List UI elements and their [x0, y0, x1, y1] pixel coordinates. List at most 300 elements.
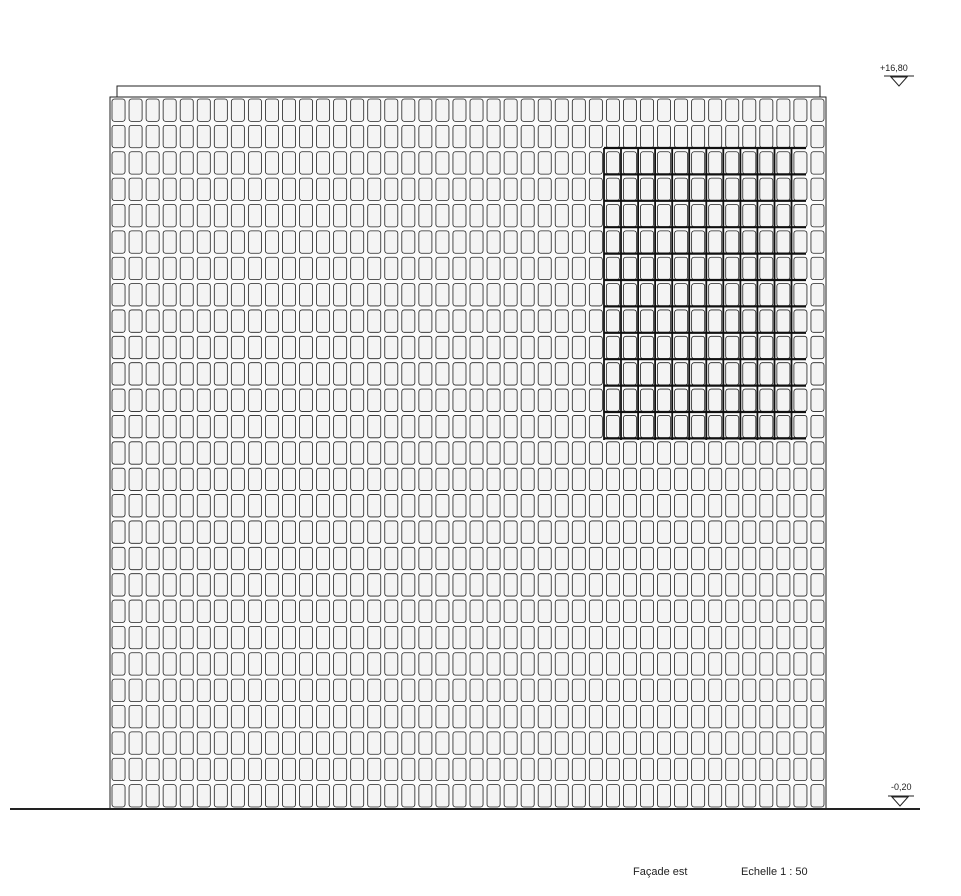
facade-panel: [112, 679, 125, 701]
facade-panel: [300, 574, 313, 596]
facade-panel: [606, 547, 619, 569]
facade-panel: [248, 653, 261, 675]
facade-panel: [334, 547, 347, 569]
facade-panel: [112, 442, 125, 464]
facade-panel: [640, 468, 653, 490]
top-level-label: +16,80: [880, 63, 908, 73]
facade-panel: [385, 257, 398, 279]
facade-panel: [811, 574, 824, 596]
facade-panel: [180, 679, 193, 701]
facade-panel: [777, 574, 790, 596]
facade-panel: [538, 231, 551, 253]
facade-panel: [453, 732, 466, 754]
facade-panel: [794, 363, 807, 385]
facade-panel: [419, 679, 432, 701]
facade-panel: [521, 679, 534, 701]
facade-panel: [197, 336, 210, 358]
facade-panel: [606, 521, 619, 543]
facade-panel: [334, 284, 347, 306]
facade-panel: [692, 363, 705, 385]
facade-panel: [248, 706, 261, 728]
facade-panel: [726, 442, 739, 464]
facade-panel: [675, 152, 688, 174]
facade-panel: [658, 785, 671, 807]
facade-panel: [112, 626, 125, 648]
facade-panel: [658, 389, 671, 411]
facade-panel: [419, 547, 432, 569]
facade-panel: [623, 284, 636, 306]
facade-panel: [436, 389, 449, 411]
facade-panel: [487, 653, 500, 675]
facade-panel: [658, 521, 671, 543]
facade-panel: [572, 706, 585, 728]
facade-panel: [555, 574, 568, 596]
facade-panel: [504, 653, 517, 675]
facade-panel: [726, 99, 739, 121]
facade-panel: [606, 442, 619, 464]
facade-panel: [436, 600, 449, 622]
facade-panel: [623, 732, 636, 754]
facade-panel: [760, 336, 773, 358]
facade-panel: [572, 521, 585, 543]
facade-panel: [146, 706, 159, 728]
facade-panel: [709, 600, 722, 622]
facade-panel: [760, 125, 773, 147]
facade-panel: [504, 468, 517, 490]
facade-panel: [197, 231, 210, 253]
facade-panel: [692, 758, 705, 780]
facade-panel: [623, 679, 636, 701]
facade-panel: [112, 363, 125, 385]
facade-panel: [214, 336, 227, 358]
facade-panel: [572, 679, 585, 701]
facade-panel: [248, 231, 261, 253]
facade-panel: [436, 785, 449, 807]
facade-panel: [487, 152, 500, 174]
facade-panel: [317, 204, 330, 226]
facade-panel: [334, 389, 347, 411]
facade-panel: [675, 257, 688, 279]
facade-panel: [504, 600, 517, 622]
facade-panel: [436, 574, 449, 596]
facade-panel: [368, 284, 381, 306]
facade-panel: [726, 284, 739, 306]
facade-panel: [129, 679, 142, 701]
facade-panel: [402, 521, 415, 543]
facade-panel: [760, 204, 773, 226]
facade-panel: [572, 99, 585, 121]
facade-panel: [112, 785, 125, 807]
facade-panel: [675, 336, 688, 358]
facade-panel: [709, 468, 722, 490]
facade-panel: [726, 653, 739, 675]
facade-panel: [743, 125, 756, 147]
facade-panel: [504, 99, 517, 121]
facade-panel: [282, 152, 295, 174]
facade-panel: [538, 495, 551, 517]
facade-panel: [351, 547, 364, 569]
facade-panel: [282, 363, 295, 385]
facade-panel: [214, 125, 227, 147]
facade-panel: [368, 152, 381, 174]
facade-panel: [436, 626, 449, 648]
facade-panel: [709, 310, 722, 332]
facade-panel: [180, 336, 193, 358]
facade-panel: [555, 231, 568, 253]
facade-panel: [572, 389, 585, 411]
facade-panel: [300, 679, 313, 701]
facade-panel: [317, 495, 330, 517]
facade-panel: [265, 732, 278, 754]
facade-panel: [419, 363, 432, 385]
facade-panel: [385, 758, 398, 780]
facade-panel: [436, 257, 449, 279]
facade-panel: [709, 204, 722, 226]
facade-panel: [368, 363, 381, 385]
facade-panel: [606, 336, 619, 358]
facade-panel: [265, 231, 278, 253]
facade-panel: [640, 204, 653, 226]
facade-panel: [112, 758, 125, 780]
facade-panel: [760, 495, 773, 517]
facade-panel: [692, 653, 705, 675]
facade-panel: [197, 653, 210, 675]
facade-panel: [368, 732, 381, 754]
facade-panel: [692, 468, 705, 490]
facade-panel: [180, 547, 193, 569]
facade-panel: [709, 363, 722, 385]
facade-panel: [231, 310, 244, 332]
facade-panel: [675, 178, 688, 200]
facade-panel: [658, 336, 671, 358]
facade-panel: [180, 257, 193, 279]
facade-panel: [453, 284, 466, 306]
facade-panel: [300, 495, 313, 517]
facade-panel: [282, 125, 295, 147]
facade-panel: [419, 99, 432, 121]
facade-panel: [640, 125, 653, 147]
facade-panel: [300, 442, 313, 464]
facade-panel: [623, 99, 636, 121]
facade-panel: [743, 758, 756, 780]
facade-panel: [282, 468, 295, 490]
facade-panel: [334, 758, 347, 780]
facade-panel: [504, 495, 517, 517]
facade-panel: [658, 363, 671, 385]
facade-panel: [572, 204, 585, 226]
facade-panel: [777, 547, 790, 569]
facade-panel: [487, 679, 500, 701]
facade-panel: [811, 389, 824, 411]
facade-panel: [282, 547, 295, 569]
facade-panel: [521, 653, 534, 675]
facade-panel: [368, 626, 381, 648]
facade-panel: [368, 336, 381, 358]
facade-panel: [504, 231, 517, 253]
facade-panel: [112, 99, 125, 121]
facade-panel: [453, 99, 466, 121]
facade-panel: [300, 468, 313, 490]
facade-panel: [794, 758, 807, 780]
facade-panel: [334, 204, 347, 226]
facade-panel: [248, 257, 261, 279]
facade-panel: [726, 785, 739, 807]
facade-panel: [640, 231, 653, 253]
bottom-level-marker: [888, 796, 914, 806]
facade-panel: [606, 125, 619, 147]
facade-panel: [180, 785, 193, 807]
facade-panel: [402, 442, 415, 464]
facade-panel: [675, 785, 688, 807]
facade-panel: [760, 732, 773, 754]
drawing-scale: Echelle 1 : 50: [741, 866, 808, 878]
facade-panel: [419, 415, 432, 437]
facade-panel: [811, 495, 824, 517]
facade-panel: [538, 679, 551, 701]
facade-panel: [146, 495, 159, 517]
facade-panel: [163, 442, 176, 464]
facade-panel: [658, 442, 671, 464]
facade-panel: [760, 521, 773, 543]
facade-panel: [385, 732, 398, 754]
facade-panel: [504, 336, 517, 358]
facade-panel: [197, 204, 210, 226]
facade-panel: [470, 99, 483, 121]
facade-panel: [214, 732, 227, 754]
facade-panel: [197, 442, 210, 464]
facade-panel: [368, 389, 381, 411]
facade-panel: [453, 231, 466, 253]
facade-panel: [589, 152, 602, 174]
facade-panel: [129, 574, 142, 596]
facade-panel: [197, 521, 210, 543]
facade-panel: [470, 706, 483, 728]
facade-panel: [368, 679, 381, 701]
facade-panel: [402, 178, 415, 200]
facade-panel: [709, 284, 722, 306]
facade-panel: [726, 521, 739, 543]
facade-panel: [419, 442, 432, 464]
facade-panel: [163, 284, 176, 306]
facade-panel: [743, 547, 756, 569]
facade-panel: [743, 415, 756, 437]
facade-panel: [129, 653, 142, 675]
facade-panel: [180, 125, 193, 147]
facade-panel: [317, 363, 330, 385]
facade-panel: [538, 547, 551, 569]
facade-panel: [248, 125, 261, 147]
facade-panel: [675, 310, 688, 332]
facade-panel: [436, 125, 449, 147]
facade-panel: [555, 706, 568, 728]
facade-panel: [811, 706, 824, 728]
facade-panel: [811, 99, 824, 121]
facade-panel: [112, 310, 125, 332]
facade-panel: [351, 336, 364, 358]
facade-panel: [317, 547, 330, 569]
facade-panel: [163, 653, 176, 675]
facade-panel: [811, 785, 824, 807]
facade-panel: [146, 574, 159, 596]
facade-panel: [300, 125, 313, 147]
facade-panel: [606, 495, 619, 517]
facade-panel: [555, 363, 568, 385]
facade-panel: [334, 626, 347, 648]
facade-panel: [487, 389, 500, 411]
facade-panel: [658, 152, 671, 174]
facade-panel: [623, 310, 636, 332]
facade-panel: [282, 626, 295, 648]
facade-panel: [760, 231, 773, 253]
facade-panel: [129, 284, 142, 306]
facade-panel: [231, 336, 244, 358]
facade-panel: [180, 468, 193, 490]
facade-panel: [282, 600, 295, 622]
facade-panel: [163, 679, 176, 701]
facade-panel: [334, 178, 347, 200]
facade-panel: [692, 204, 705, 226]
facade-panel: [487, 231, 500, 253]
facade-panel: [368, 204, 381, 226]
facade-panel: [214, 468, 227, 490]
facade-panel: [436, 547, 449, 569]
facade-panel: [623, 257, 636, 279]
facade-panel: [129, 99, 142, 121]
facade-panel: [777, 178, 790, 200]
facade-panel: [606, 389, 619, 411]
facade-panel: [419, 758, 432, 780]
facade-panel: [521, 231, 534, 253]
facade-panel: [436, 495, 449, 517]
facade-panel: [521, 442, 534, 464]
facade-panel: [385, 468, 398, 490]
facade-panel: [436, 204, 449, 226]
facade-panel: [385, 204, 398, 226]
facade-panel: [402, 785, 415, 807]
facade-panel: [521, 468, 534, 490]
facade-panel: [112, 178, 125, 200]
facade-panel: [282, 178, 295, 200]
facade-panel: [334, 257, 347, 279]
facade-panel: [743, 732, 756, 754]
facade-panel: [623, 336, 636, 358]
facade-panel: [743, 468, 756, 490]
facade-panel: [640, 758, 653, 780]
facade-panel: [675, 679, 688, 701]
facade-panel: [146, 125, 159, 147]
facade-panel: [402, 99, 415, 121]
facade-panel: [521, 415, 534, 437]
facade-panel: [504, 626, 517, 648]
facade-panel: [760, 99, 773, 121]
facade-panel: [214, 758, 227, 780]
facade-panel: [334, 363, 347, 385]
facade-panel: [351, 785, 364, 807]
facade-panel: [777, 468, 790, 490]
facade-panel: [606, 785, 619, 807]
facade-panel: [385, 521, 398, 543]
facade-panel: [282, 574, 295, 596]
facade-panel: [794, 442, 807, 464]
facade-panel: [521, 152, 534, 174]
facade-panel: [334, 231, 347, 253]
facade-panel: [402, 125, 415, 147]
facade-panel: [589, 785, 602, 807]
facade-panel: [180, 758, 193, 780]
facade-panel: [317, 574, 330, 596]
facade-panel: [640, 785, 653, 807]
facade-panel: [265, 758, 278, 780]
facade-panel: [675, 521, 688, 543]
facade-panel: [504, 389, 517, 411]
facade-panel: [368, 125, 381, 147]
facade-panel: [794, 574, 807, 596]
facade-panel: [163, 310, 176, 332]
facade-panel: [436, 442, 449, 464]
facade-panel: [112, 468, 125, 490]
facade-panel: [760, 758, 773, 780]
facade-panel: [640, 521, 653, 543]
facade-panel: [640, 257, 653, 279]
facade-panel: [180, 442, 193, 464]
facade-panel: [572, 125, 585, 147]
facade-panel: [180, 495, 193, 517]
facade-panel: [214, 389, 227, 411]
facade-panel: [402, 284, 415, 306]
facade-panel: [231, 442, 244, 464]
facade-panel: [794, 521, 807, 543]
facade-panel: [163, 495, 176, 517]
facade-panel: [606, 468, 619, 490]
facade-panel: [589, 442, 602, 464]
facade-panel: [112, 547, 125, 569]
facade-panel: [743, 204, 756, 226]
facade-panel: [231, 521, 244, 543]
facade-panel: [743, 363, 756, 385]
facade-panel: [163, 600, 176, 622]
facade-panel: [368, 495, 381, 517]
facade-panel: [760, 178, 773, 200]
facade-panel: [231, 284, 244, 306]
facade-panel: [453, 600, 466, 622]
facade-panel: [470, 785, 483, 807]
facade-panel: [470, 284, 483, 306]
facade-panel: [538, 415, 551, 437]
facade-panel: [794, 653, 807, 675]
facade-panel: [589, 125, 602, 147]
facade-panel: [180, 99, 193, 121]
facade-panel: [265, 785, 278, 807]
facade-panel: [470, 758, 483, 780]
facade-panel: [317, 758, 330, 780]
facade-panel: [623, 521, 636, 543]
facade-panel: [777, 125, 790, 147]
facade-panel: [317, 415, 330, 437]
facade-panel: [777, 495, 790, 517]
facade-panel: [538, 336, 551, 358]
facade-panel: [248, 785, 261, 807]
facade-panel: [504, 178, 517, 200]
facade-panel: [675, 99, 688, 121]
facade-panel: [811, 521, 824, 543]
facade-panel: [692, 547, 705, 569]
facade-panel: [180, 389, 193, 411]
facade-panel: [453, 257, 466, 279]
facade-panel: [606, 178, 619, 200]
facade-panel: [487, 310, 500, 332]
facade-panel: [146, 547, 159, 569]
facade-panel: [351, 495, 364, 517]
